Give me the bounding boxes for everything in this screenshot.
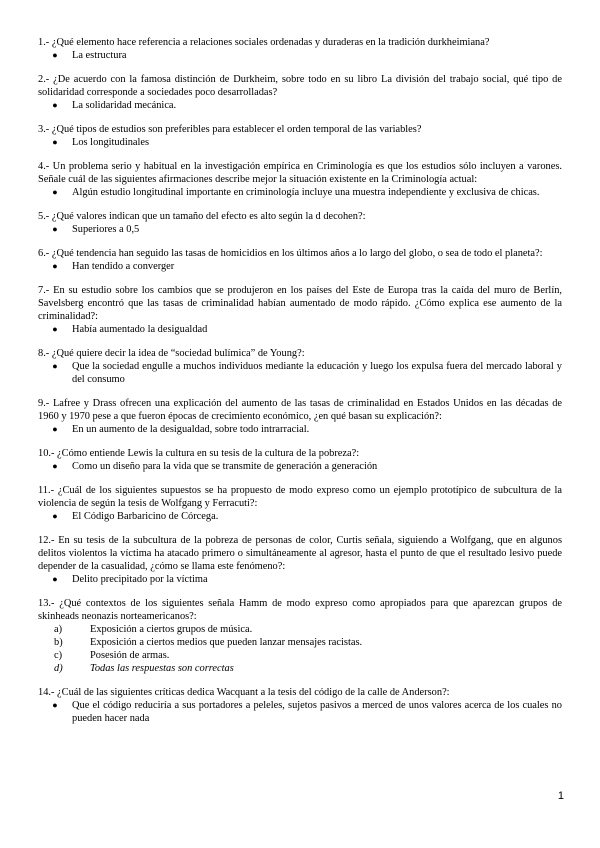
bullet-icon: ● [52,137,58,147]
answer-item [38,99,562,112]
answer-item [38,49,562,62]
question-text: 4.- Un problema serio y habitual en la investigación empírica en Criminología es que los estudios sólo incluyen a varones. Señale cuál de las siguientes afirmaciones describe mejor la situación existente en la Criminología actual: [38,161,562,185]
option-label: c) [54,650,63,661]
bullet-icon: ● [52,461,58,471]
question-8 [38,347,562,386]
option-text: Posesión de armas. [90,650,170,661]
answer-text: Algún estudio longitudinal importante en criminología incluye una muestra independiente y exclusiva de chicas. [72,187,540,198]
question-13 [38,597,562,675]
option-label: a) [54,624,63,635]
option-item [38,636,562,649]
question-text: 3.- ¿Qué tipos de estudios son preferibles para establecer el orden temporal de las variables? [38,124,422,135]
answer-text: Que la sociedad engulle a muchos individuos mediante la educación y luego los expulsa fuera del mercado laboral y del consumo [72,361,562,385]
answer-item [38,260,562,273]
answer-text: La estructura [72,50,127,61]
answer-text: Como un diseño para la vida que se transmite de generación a generación [72,461,378,472]
question-text: 8.- ¿Qué quiere decir la idea de “sociedad bulímica” de Young?: [38,348,305,359]
answer-item [38,510,562,523]
question-text: 12.- En su tesis de la subcultura de la pobreza de personas de color, Curtis señala, siguiendo a Wolfgang, que en algunos delitos violentos la víctima ha atacado primero o simultáneamente al agresor, hasta el punto de que el resultado lesivo puede depender de la casualidad, ¿cómo se llama este fenómeno?: [38,535,562,572]
option-item [38,623,562,636]
question-10 [38,447,562,473]
bullet-icon: ● [52,574,58,584]
answer-item [38,223,562,236]
question-1 [38,36,562,62]
option-item-correct [38,662,562,675]
bullet-icon: ● [52,424,58,434]
answer-text: Superiores a 0,5 [72,224,140,235]
question-text: 7.- En su estudio sobre los cambios que se produjeron en los países del Este de Europa tras la caída del muro de Berlín, Savelsberg encontró que las tasas de criminalidad habían aumentado de modo rápido. ¿Cómo explica ese aumento de la criminalidad?: [38,285,562,322]
bullet-icon: ● [52,50,58,60]
question-4 [38,160,562,199]
option-text: Exposición a ciertos grupos de música. [90,624,253,635]
answer-text: Había aumentado la desigualdad [72,324,208,335]
answer-text: Los longitudinales [72,137,150,148]
answer-item [38,573,562,586]
bullet-icon: ● [52,187,58,197]
answer-text: Han tendido a converger [72,261,175,272]
question-5 [38,210,562,236]
option-text: Exposición a ciertos medios que pueden lanzar mensajes racistas. [90,637,363,648]
bullet-icon: ● [52,361,58,371]
bullet-icon: ● [52,224,58,234]
question-text: 9.- Lafree y Drass ofrecen una explicación del aumento de las tasas de criminalidad en Estados Unidos en las décadas de 1960 y 1970 pese a que fueron épocas de crecimiento económico, ¿en qué basan su explicación?: [38,398,562,422]
answer-item [38,186,562,199]
question-11 [38,484,562,523]
option-label: d) [54,663,63,674]
answer-text: Delito precipitado por la víctima [72,574,208,585]
answer-text: Que el código reduciría a sus portadores a peleles, sujetos pasivos a merced de unos valores acerca de los cuales no pueden hacer nada [72,700,562,724]
option-label: b) [54,637,63,648]
question-9 [38,397,562,436]
bullet-icon: ● [52,511,58,521]
question-text: 11.- ¿Cuál de los siguientes supuestos se ha propuesto de modo expreso como un ejemplo prototípico de subcultura de la violencia de según la tesis de Wolfgang y Ferracuti?: [38,485,562,509]
bullet-icon: ● [52,324,58,334]
question-2 [38,73,562,112]
answer-item [38,423,562,436]
question-14 [38,686,562,725]
question-3 [38,123,562,149]
question-text: 13.- ¿Qué contextos de los siguientes señala Hamm de modo expreso como apropiados para que aparezcan grupos de skinheads neonazis norteamericanos?: [38,598,562,622]
option-text: Todas las respuestas son correctas [90,663,234,674]
answer-item [38,460,562,473]
option-item [38,649,562,662]
page-number: 1 [557,790,564,802]
answer-item [38,360,562,386]
question-text: 14.- ¿Cuál de las siguientes críticas dedica Wacquant a la tesis del código de la calle de Anderson?: [38,687,450,698]
answer-text: El Código Barbaricino de Córcega. [72,511,219,522]
question-text: 10.- ¿Cómo entiende Lewis la cultura en su tesis de la cultura de la pobreza?: [38,448,360,459]
question-text: 1.- ¿Qué elemento hace referencia a relaciones sociales ordenadas y duraderas en la tradición durkheimiana? [38,37,490,48]
bullet-icon: ● [52,100,58,110]
question-text: 5.- ¿Qué valores indican que un tamaño del efecto es alto según la d decohen?: [38,211,366,222]
question-12 [38,534,562,586]
answer-item [38,136,562,149]
answer-text: En un aumento de la desigualdad, sobre todo intrarracial. [72,424,310,435]
answer-item [38,699,562,725]
question-6 [38,247,562,273]
answer-text: La solidaridad mecánica. [72,100,177,111]
question-text: 6.- ¿Qué tendencia han seguido las tasas de homicidios en los últimos años a lo largo del globo, o sea de todo el planeta?: [38,248,543,259]
bullet-icon: ● [52,261,58,271]
answer-item [38,323,562,336]
question-7 [38,284,562,336]
question-text: 2.- ¿De acuerdo con la famosa distinción de Durkheim, sobre todo en su libro La división del trabajo social, qué tipo de solidaridad corresponde a sociedades poco desarrolladas? [38,74,562,98]
bullet-icon: ● [52,700,58,710]
